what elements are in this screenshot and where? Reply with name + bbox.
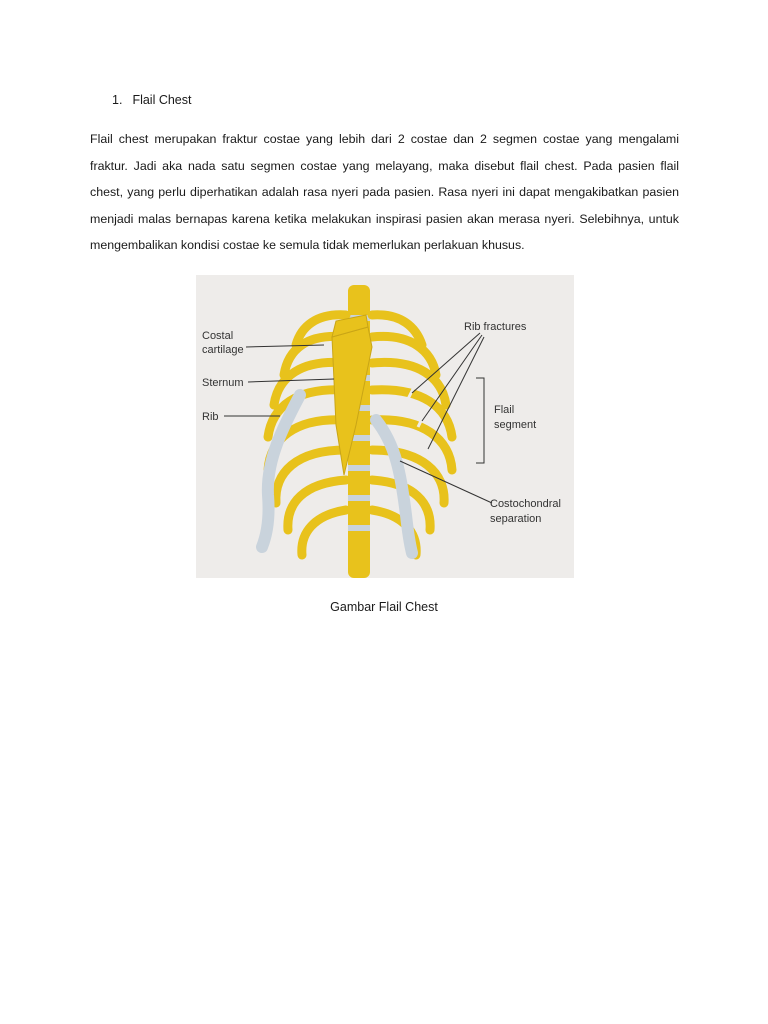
label-cartilage: cartilage [202,344,244,356]
figure-caption: Gambar Flail Chest [330,600,438,614]
label-rib-fractures: Rib fractures [464,321,527,333]
label-flail: Flail [494,404,515,416]
label-separation: separation [490,513,542,525]
label-sternum: Sternum [202,377,244,389]
body-paragraph: Flail chest merupakan fraktur costae yang lebih dari 2 costae dan 2 segmen costae yang mengalami fraktur. Jadi aka nada satu segmen costae yang melayang, maka disebut flail chest. Pada pasien flail chest, yang perlu diperhatikan adalah rasa nyeri pada pasien. Rasa nyeri ini dapat mengakibatkan pasien menjadi malas bernapas karena ketika melakukan inspirasi pasien akan merasa nyeri. Selebihnya, untuk mengembalikan kondisi costae ke semula tidak memerlukan perlakuan khusus. [90,132,679,252]
rib-cage-drawing [196,275,574,578]
heading-number: 1. [112,93,123,107]
label-segment: segment [494,419,537,431]
section-heading [112,93,191,107]
flail-chest-illustration [196,275,574,578]
heading-title: Flail Chest [132,93,192,107]
label-rib: Rib [202,411,219,423]
label-costal: Costal [202,330,234,342]
label-costochondral: Costochondral [490,498,561,510]
